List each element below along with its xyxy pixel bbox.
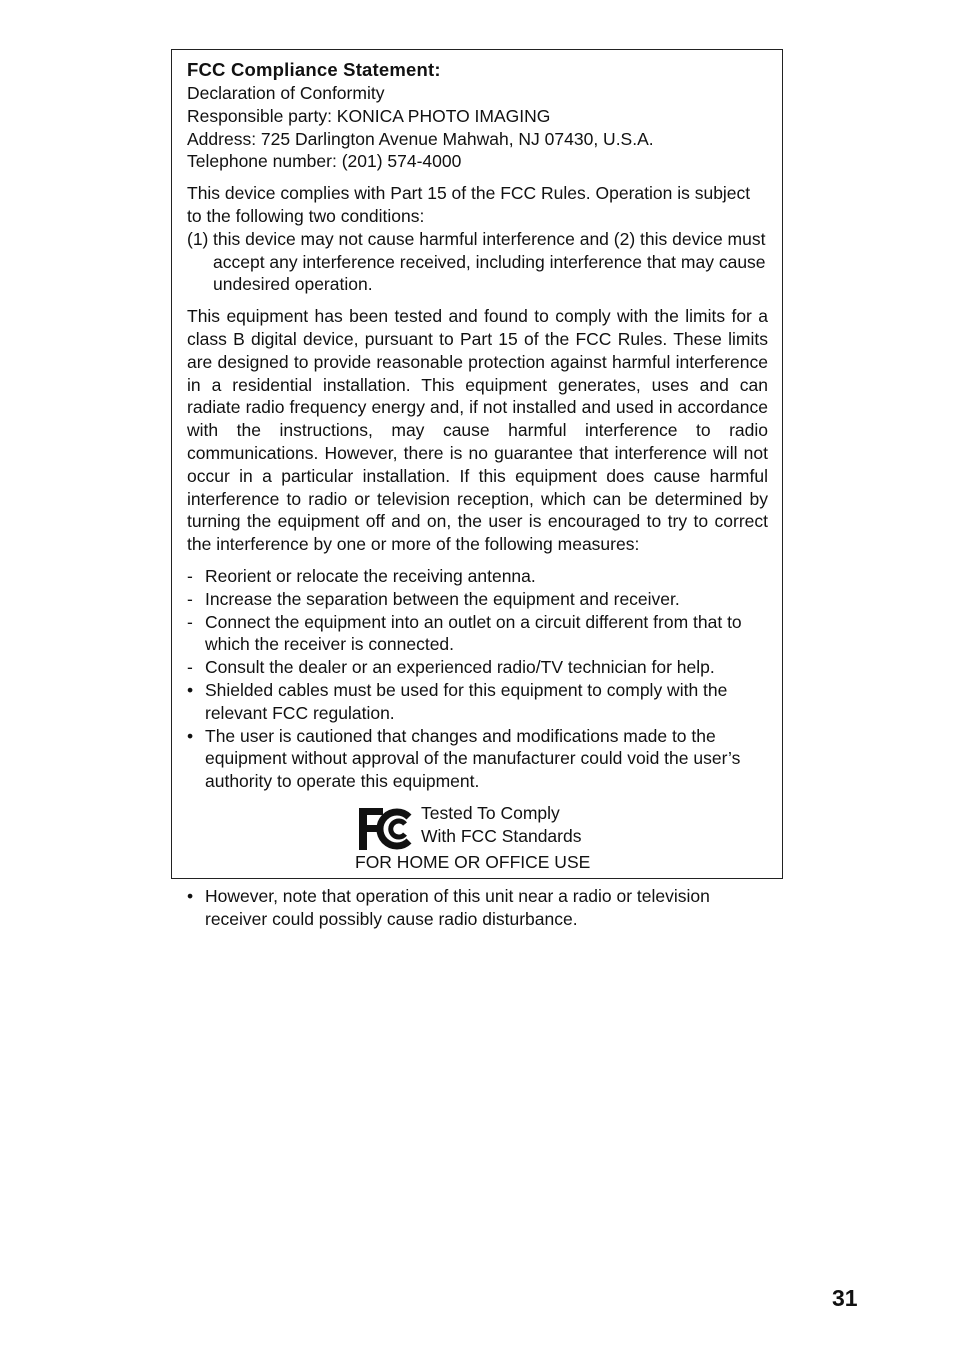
list-marker: •: [187, 679, 194, 700]
list-item: [187, 725, 768, 793]
list-marker: -: [187, 588, 193, 609]
list-item-text: The user is cautioned that changes and modifications made to the equipment without approval of the manufacturer could void the user’s authority to operate this equipment.: [205, 725, 741, 792]
list-marker: -: [187, 565, 193, 586]
list-item-text: However, note that operation of this unit near a radio or television receiver could possibly cause radio disturbance.: [205, 886, 710, 929]
list-item: [187, 588, 768, 611]
fcc-standards-line: With FCC Standards: [421, 826, 582, 846]
measures-list: [187, 565, 768, 793]
fcc-compliance-box: [171, 49, 783, 879]
list-item: [187, 565, 768, 588]
equipment-paragraph: This equipment has been tested and found to comply with the limits for a class B digital device, pursuant to Part 15 of the FCC Rules. These limits are designed to provide reasonable protection against harmful interference in a residential installation. This equipment generates, uses and can radiate radio frequency energy and, if not installed and used in accordance with the instructions, may cause harmful interference to radio communications. However, there is no guarantee that interference will not occur in a particular installation. If this equipment does cause harmful interference to radio or television reception, which can be determined by turning the equipment off and on, the user is encouraged to try to correct the interference by one or more of the following measures:: [187, 306, 768, 555]
rules-intro: This device complies with Part 15 of the FCC Rules. Operation is subject to the following two conditions:: [187, 183, 751, 226]
list-item-text: Increase the separation between the equipment and receiver.: [205, 588, 680, 609]
list-item: [187, 679, 768, 725]
list-item-text: Reorient or relocate the receiving antenna.: [205, 565, 536, 586]
list-marker: •: [187, 886, 194, 906]
list-marker: -: [187, 611, 193, 632]
radio-disturbance-note: [187, 885, 767, 931]
fcc-logo-icon: [359, 808, 415, 850]
fcc-mark: [355, 802, 615, 874]
fcc-box-content: [187, 58, 768, 793]
conformity-block: [187, 82, 768, 173]
fcc-home-office-line: FOR HOME OR OFFICE USE: [355, 852, 591, 872]
page-number: 31: [832, 1285, 858, 1311]
rules-condition-marker: (1): [187, 228, 209, 249]
list-item-text: Shielded cables must be used for this equipment to comply with the relevant FCC regulation.: [205, 679, 728, 723]
telephone-line: Telephone number: (201) 574-4000: [187, 151, 462, 172]
list-marker: -: [187, 657, 193, 678]
rules-condition: [187, 228, 768, 296]
responsible-party-line: Responsible party: KONICA PHOTO IMAGING: [187, 105, 551, 126]
address-line: Address: 725 Darlington Avenue Mahwah, NJ 07430, U.S.A.: [187, 128, 654, 149]
list-item-text: Connect the equipment into an outlet on a circuit different from that to which the receiver is connected.: [205, 611, 742, 655]
fcc-title: FCC Compliance Statement:: [187, 59, 441, 80]
conformity-line: Declaration of Conformity: [187, 83, 385, 103]
list-item: [187, 656, 768, 679]
list-item-text: Consult the dealer or an experienced radio/TV technician for help.: [205, 657, 715, 678]
list-item: [187, 611, 768, 657]
fcc-tested-line: Tested To Comply: [421, 803, 560, 823]
rules-paragraph: [187, 182, 768, 296]
list-marker: •: [187, 725, 194, 746]
rules-condition-text: this device may not cause harmful interference and (2) this device must accept any interference received, including interference that may cause undesired operation.: [213, 228, 766, 295]
list-item: [187, 885, 767, 931]
